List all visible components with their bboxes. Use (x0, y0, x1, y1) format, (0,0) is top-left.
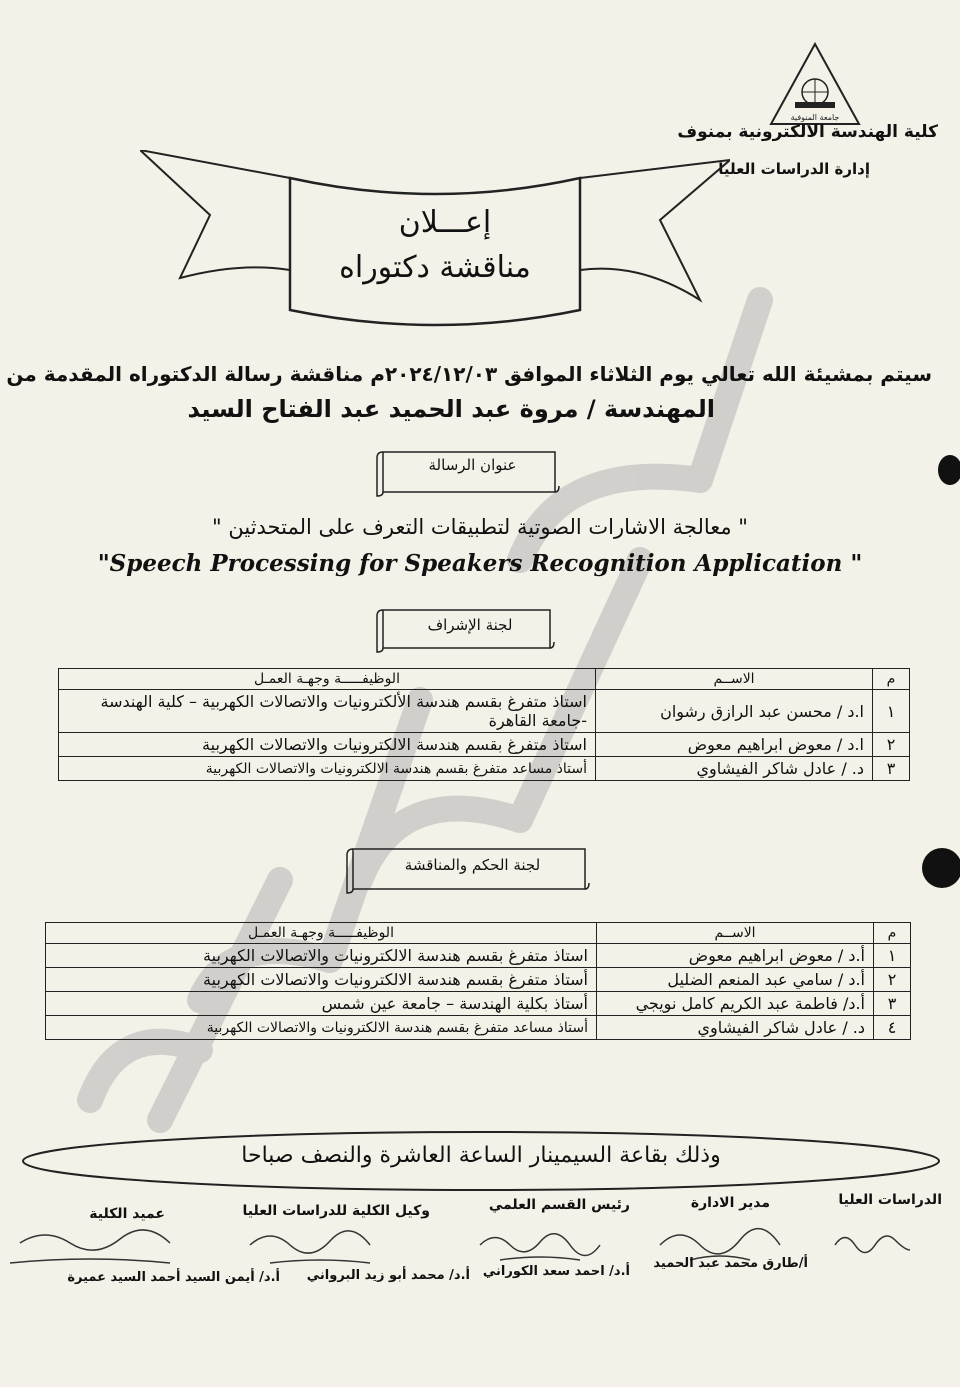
announcement-subtitle: مناقشة دكتوراه (339, 250, 531, 285)
row-num: ١ (874, 944, 911, 968)
signature-title: عميد الكلية (89, 1206, 165, 1222)
header-num: م (873, 669, 910, 690)
row-name: ا.د / معوض ابراهيم معوض (596, 733, 873, 757)
row-role: أستاذ بكلية الهندسة – جامعة عين شمس (46, 992, 597, 1016)
signatory-name: أ/طارق محمد عبد الحميد (653, 1256, 808, 1271)
header-name: الاســم (596, 669, 873, 690)
thesis-label: عنوان الرسالة (428, 456, 517, 474)
table-row (46, 968, 911, 992)
row-num: ١ (873, 690, 910, 733)
signature-title: الدراسات العليا (838, 1192, 942, 1208)
signature-title: وكيل الكلية للدراسات العليا (242, 1203, 430, 1219)
row-num: ٣ (874, 992, 911, 1016)
header-role: الوظيفـــــة وجهـة العمـل (59, 669, 596, 690)
row-role: أستاذ مساعد متفرغ بقسم هندسة الالكترونيات والاتصالات الكهربية (46, 1016, 597, 1040)
signature-title: مدير الادارة (690, 1195, 770, 1211)
row-name: أ.د/ فاطمة عبد الكريم كامل نويجي (597, 992, 874, 1016)
row-name: د. / عادل شاكر الفيشاوي (597, 1016, 874, 1040)
announcement-text: سيتم بمشيئة الله تعالي يوم الثلاثاء الموافق ٢٠٢٤/١٢/٠٣م مناقشة رسالة الدكتوراه المقدمة من (6, 362, 932, 386)
punch-hole (922, 848, 960, 888)
handwritten-signatures (0, 1215, 960, 1275)
candidate-name: المهندسة / مروة عبد الحميد عبد الفتاح السيد (187, 395, 715, 423)
supervision-label: لجنة الإشراف (427, 616, 513, 634)
row-name: أ.د / سامي عبد المنعم الضليل (597, 968, 874, 992)
venue-text: وذلك بقاعة السيمينار الساعة العاشرة والنصف صباحا (241, 1143, 721, 1168)
thesis-title-english: "Speech Processing for Speakers Recognition Application " (97, 550, 863, 577)
header-num: م (874, 923, 911, 944)
signature-title: رئيس القسم العلمي (488, 1197, 630, 1213)
announcement-title: إعـــلان (398, 205, 492, 240)
table-row (59, 757, 910, 781)
row-role: استاذ متفرغ بقسم هندسة الالكترونيات والاتصالات الكهربية (59, 733, 596, 757)
examination-label: لجنة الحكم والمناقشة (404, 856, 541, 874)
row-role: أستاذ متفرغ بقسم هندسة الالكترونيات والاتصالات الكهربية (46, 968, 597, 992)
punch-hole (938, 455, 960, 485)
row-num: ٣ (873, 757, 910, 781)
university-logo (765, 40, 865, 130)
row-name: ا.د / محسن عبد الرازق رشوان (596, 690, 873, 733)
signatory-name: أ.د/ احمد سعد الكوراني (482, 1264, 630, 1279)
header-role: الوظيفـــــة وجهـة العمـل (46, 923, 597, 944)
row-role: استاذ متفرغ بقسم هندسة الألكترونيات والاتصالات الكهربية – كلية الهندسة -جامعة القاهرة (59, 690, 596, 733)
department-name: إدارة الدراسات العليا (718, 160, 870, 178)
announcement-ribbon (140, 150, 730, 340)
row-name: أ.د / معوض ابراهيم معوض (597, 944, 874, 968)
faculty-name: كلية الهندسة الالكترونية بمنوف (677, 122, 938, 142)
table-row (46, 1016, 911, 1040)
table-row (59, 733, 910, 757)
table-row (59, 690, 910, 733)
row-name: د. / عادل شاكر الفيشاوي (596, 757, 873, 781)
row-num: ٢ (873, 733, 910, 757)
signatory-name: أ.د/ محمد أبو زيد البرواني (306, 1268, 470, 1283)
row-num: ٤ (874, 1016, 911, 1040)
row-role: أستاذ مساعد متفرغ بقسم هندسة الالكترونيات والاتصالات الكهربية (59, 757, 596, 781)
header-name: الاســم (597, 923, 874, 944)
table-header (59, 669, 910, 690)
table-header (46, 923, 911, 944)
table-row (46, 992, 911, 1016)
signatory-name: أ.د/ أيمن السيد أحمد السيد عميرة (67, 1270, 280, 1285)
row-role: استاذ متفرغ بقسم هندسة الالكترونيات والاتصالات الكهربية (46, 944, 597, 968)
thesis-title-arabic: " معالجة الاشارات الصوتية لتطبيقات التعرف على المتحدثين " (212, 515, 748, 539)
supervision-table (58, 668, 910, 781)
table-row (46, 944, 911, 968)
svg-text:جامعة المنوفية: جامعة المنوفية (790, 113, 840, 122)
examination-table (45, 922, 911, 1040)
row-num: ٢ (874, 968, 911, 992)
